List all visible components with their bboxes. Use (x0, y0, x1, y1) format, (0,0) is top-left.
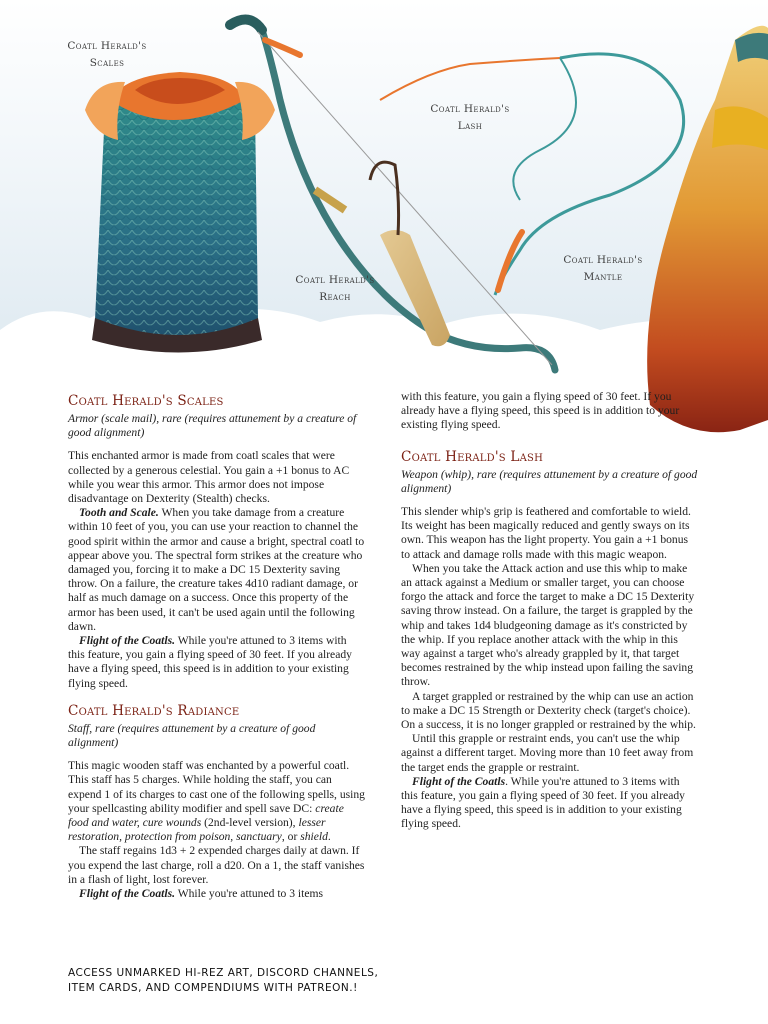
scales-title: Coatl Herald's Scales (68, 393, 224, 409)
radiance-flight (68, 887, 366, 901)
lash-subtitle: Weapon (whip), rare (requires attunement by a creature of good alignment) (401, 467, 698, 495)
item-illustrations (0, 0, 768, 440)
lash-flight (401, 775, 699, 832)
radiance-charges: The staff regains 1d3 + 2 expended charges daily at dawn. If you expend the last charge, roll a d20. On a 1, the staff vanishes in a flash of light, lost forever. (68, 844, 365, 886)
radiance-desc-c: , or (281, 830, 301, 844)
lash-description: This slender whip's grip is feathered and comfortable to wield. Its weight has been magically reduced and gently sways on its own. This weapon has the light property. You gain a +1 bonus to attack and damage rolls made with this magic weapon. (401, 505, 691, 561)
scales-tooth-and-scale (68, 506, 366, 634)
lash-escape: A target grappled or restrained by the whip can use an action to make a DC 15 Strength or Dexterity check (target's choice). On a success, it is no longer grappled or restrained by the whip. (401, 689, 696, 732)
radiance-desc-a: This magic wooden staff was enchanted by a powerful coatl. This staff has 5 charges. While holding the staff, you can expend 1 of its charges to cast one of the following spells, using your spellcasting ability modifier and spell save DC: (68, 759, 365, 815)
right-column (401, 390, 699, 832)
lash-grapple-end: Until this grapple or restraint ends, you can't use the whip against a different target. Moving more than 10 feet away from the target ends the grapple or restraint. (401, 732, 694, 774)
label-mantle: Coatl Herald's Mantle (563, 254, 643, 283)
scales-flight-lead: Flight of the Coatls. (79, 634, 175, 648)
scales-flight (68, 634, 366, 691)
radiance-spells-3: shield (300, 830, 328, 844)
scales-armor-illustration (85, 72, 275, 353)
lash-attack: When you take the Attack action and use this whip to make an attack against a Medium or smaller target, you can choose forgo the attack and force the target to make a DC 15 Dexterity saving throw instead. On a failure, the target is grappled by the whip and takes 1d4 bludgeoning damage as it's constricted by the whip. If you replace another attack with the whip in this way against a target who's already grappled by it, that target becomes restrained by the whip instead upon failing the saving throw. (401, 561, 695, 689)
radiance-spells-2: lesser restoration, protection from poison, sanctuary (68, 816, 326, 844)
radiance-flight-lead: Flight of the Coatls. (79, 887, 175, 901)
label-reach: Coatl Herald's Reach (295, 274, 375, 303)
label-scales: Coatl Herald's Scales (67, 40, 147, 69)
radiance-subtitle: Staff, rare (requires attunement by a creature of good alignment) (68, 721, 316, 750)
radiance-desc-b: (2nd-level version), (201, 816, 299, 830)
label-lash: Coatl Herald's Lash (430, 103, 510, 132)
scales-tooth-text: When you take damage from a creature within 10 feet of you, you can use your reaction to channel the good spirit within the armor and cause a bright, spectral coatl to appear above you. The spectral form strikes at the creature who damaged you, forcing it to make a DC 15 Dexterity saving throw. On a failure, the creature takes 4d10 radiant damage, or half as much damage on a success. Once this property of the armor has been used, it can't be used again until the following dawn. (68, 506, 365, 633)
scales-flight-text: While you're attuned to 3 items with this feature, you gain a flying speed of 30 feet. If you already have a flying speed, this speed is in addition to your existing flying speed. (68, 634, 352, 690)
radiance-title: Coatl Herald's Radiance (68, 702, 240, 719)
scales-subtitle: Armor (scale mail), rare (requires attunement by a creature of good alignment) (68, 412, 357, 440)
scales-tooth-lead: Tooth and Scale. (79, 506, 159, 520)
lash-flight-lead: Flight of the Coatls (412, 774, 506, 788)
radiance-desc-d: . (327, 830, 331, 844)
radiance-flight-continued: with this feature, you gain a flying speed of 30 feet. If you already have a flying speed, this speed is in addition to your existing flying speed. (401, 390, 680, 432)
lash-flight-text: . While you're attuned to 3 items with this feature, you gain a flying speed of 30 feet. If you already have a flying speed, this speed is in addition to your existing flying speed. (401, 774, 685, 831)
radiance-description (68, 759, 366, 844)
scales-description: This enchanted armor is made from coatl scales that were collected by a generous celestial. You gain a +1 bonus to AC while you wear this armor. This armor does not impose disadvantage on Dexterity (Stealth) checks. (68, 449, 350, 506)
radiance-spells-1: create food and water, cure wounds (68, 801, 344, 830)
left-column (68, 393, 366, 901)
lash-title: Coatl Herald's Lash (401, 448, 543, 465)
patreon-footer: ACCESS UNMARKED HI-REZ ART, DISCORD CHANNELS, ITEM CARDS, AND COMPENDIUMS WITH PATREON.! (68, 967, 379, 994)
radiance-flight-text: While you're attuned to 3 items (175, 887, 324, 901)
